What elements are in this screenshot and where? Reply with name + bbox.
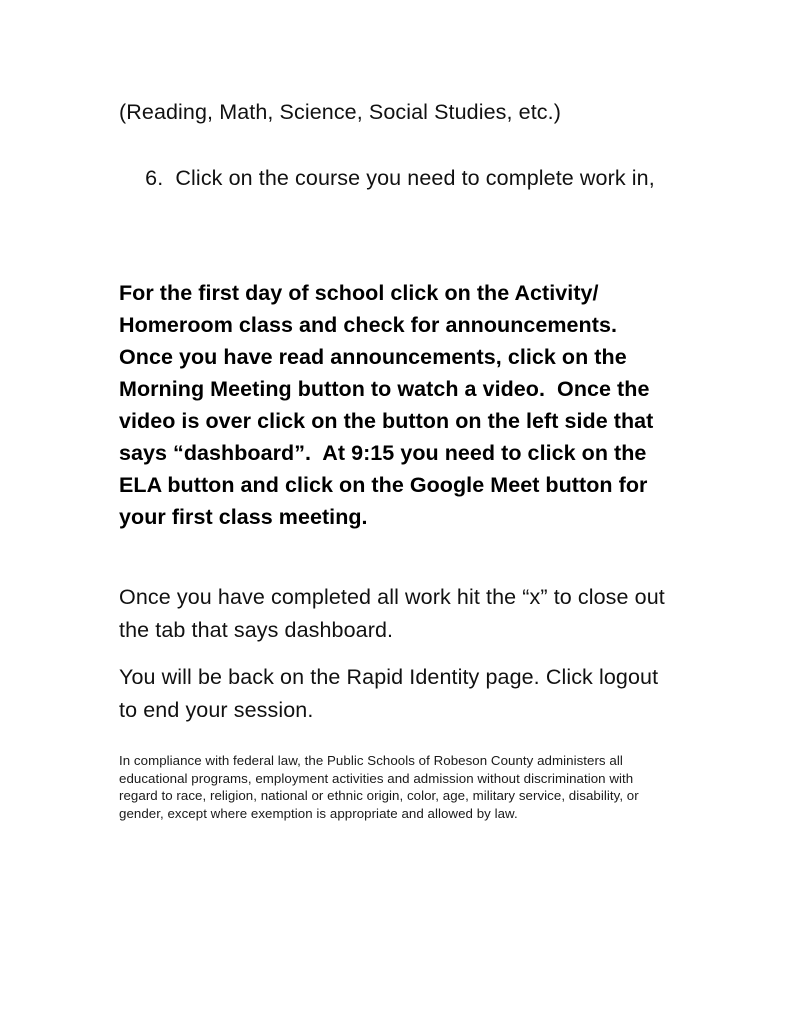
spacer-before-fineprint: [119, 727, 679, 752]
closing-paragraph-close-tab: Once you have completed all work hit the “x” to close out the tab that says dashboard.: [119, 585, 671, 642]
emphasis-instructions-paragraph: For the first day of school click on the Activity/ Homeroom class and check for announcements. Once you have read announcements, click on the Morning Meeting button to watch a video. Once the video is over click on the button on the left side that says “dashboard”. At 9:15 you need to click on the ELA button and click on the Google Meet button for your first class meeting.: [119, 281, 660, 529]
spacer-between-closing-paragraphs: [119, 647, 679, 661]
intro-subject-list: (Reading, Math, Science, Social Studies, etc.): [119, 100, 561, 124]
document-content: [119, 96, 679, 822]
closing-paragraph-logout: You will be back on the Rapid Identity page. Click logout to end your session.: [119, 665, 665, 722]
numbered-step-6: 6. Click on the course you need to complete work in,: [133, 166, 655, 190]
spacer-after-emphasis: [119, 533, 679, 581]
compliance-notice: In compliance with federal law, the Public Schools of Robeson County administers all educational programs, employment activities and admission without discrimination with regard to race, religion, national or ethnic origin, color, age, military service, disability, or gender, except where exemption is appropriate and allowed by law.: [119, 753, 643, 821]
spacer-before-emphasis: [119, 195, 679, 277]
